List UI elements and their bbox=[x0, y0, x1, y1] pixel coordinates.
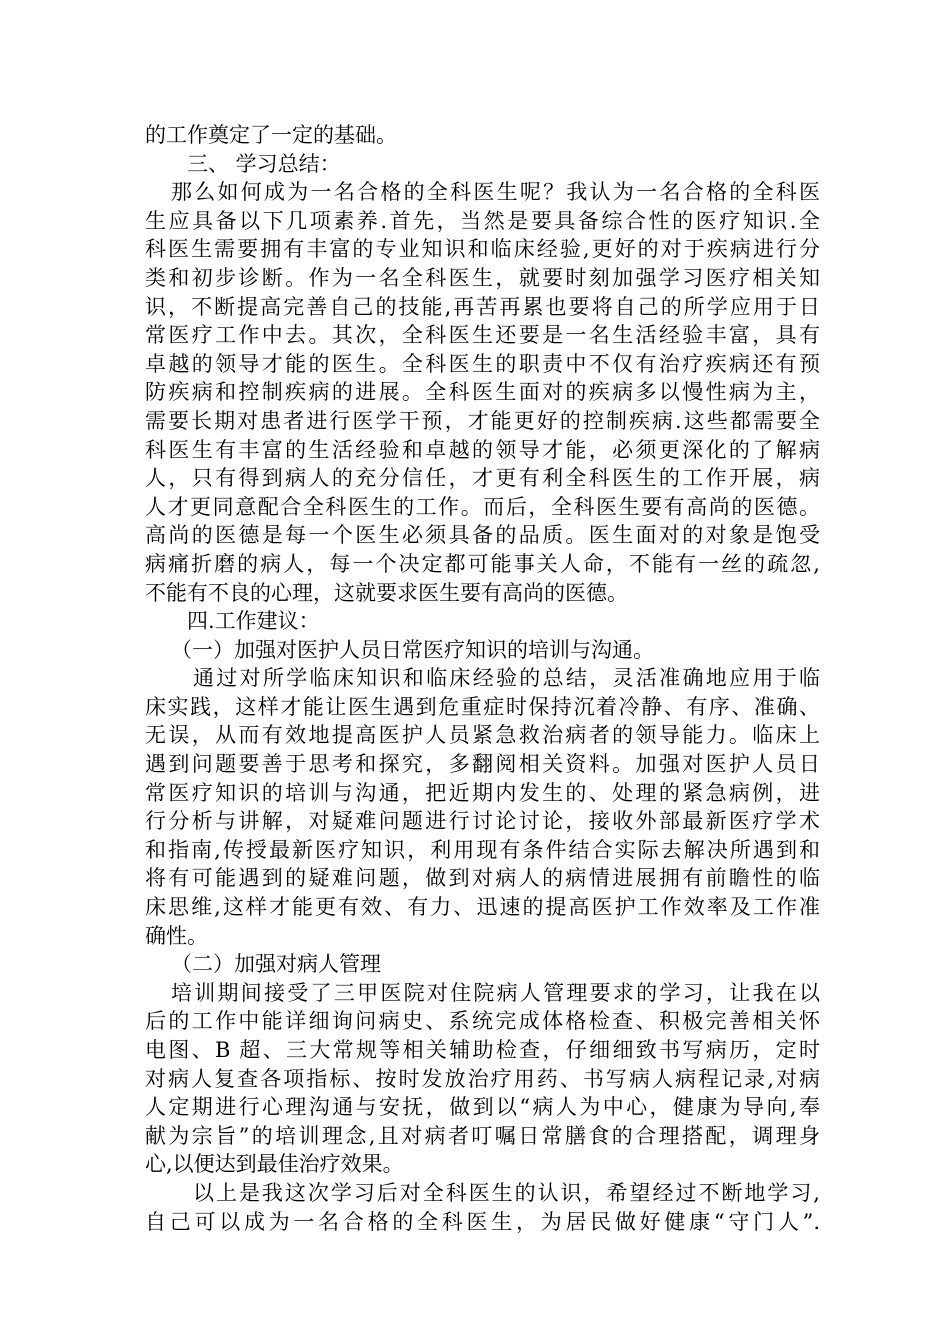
text-line: 防疾病和控制疾病的进展。全科医生面对的疾病多以慢性病为主， bbox=[145, 380, 820, 405]
text-line: 人才更同意配合全科医生的工作。而后，全科医生要有高尚的医德。 bbox=[145, 494, 820, 519]
text-line: 自己可以成为一名合格的全科医生，为居民做好健康“守门人”. bbox=[145, 1209, 820, 1234]
text-line: 类和初步诊断。作为一名全科医生，就要时刻加强学习医疗相关知 bbox=[145, 265, 820, 290]
text-line: 对病人复查各项指标、按时发放治疗用药、书写病人病程记录,对病 bbox=[145, 1066, 820, 1091]
text-line: 和指南,传授最新医疗知识，利用现有条件结合实际去解决所遇到和 bbox=[145, 837, 820, 862]
text-line: 那么如何成为一名合格的全科医生呢？我认为一名合格的全科医 bbox=[171, 180, 820, 205]
text-line: 以上是我这次学习后对全科医生的认识，希望经过不断地学习, bbox=[193, 1180, 820, 1205]
subsection-heading: （一）加强对医护人员日常医疗知识的培训与沟通。 bbox=[171, 637, 654, 662]
text-line: 卓越的领导才能的医生。全科医生的职责中不仅有治疗疾病还有预 bbox=[145, 351, 820, 376]
text-line: 献为宗旨”的培训理念,且对病者叮嘱日常膳食的合理搭配，调理身 bbox=[145, 1123, 820, 1148]
text-line: 行分析与讲解，对疑难问题进行讨论讨论，接收外部最新医疗学术 bbox=[145, 809, 820, 834]
text-line: 不能有不良的心理，这就要求医生要有高尚的医德。 bbox=[145, 580, 628, 605]
text-line: 生应具备以下几项素养.首先，当然是要具备综合性的医疗知识.全 bbox=[145, 208, 820, 233]
text-line: 常医疗工作中去。其次，全科医生还要是一名生活经验丰富，具有 bbox=[145, 323, 820, 348]
document-body bbox=[145, 121, 820, 1236]
text-line: 常医疗知识的培训与沟通，把近期内发生的、处理的紧急病例，进 bbox=[145, 780, 820, 805]
text-line: 后的工作中能详细询问病史、系统完成体格检查、积极完善相关怀 bbox=[145, 1009, 820, 1034]
text-line: 科医生有丰富的生活经验和卓越的领导才能，必须更深化的了解病 bbox=[145, 437, 820, 462]
section-heading: 三、 学习总结： bbox=[187, 151, 341, 176]
section-heading: 四.工作建议： bbox=[187, 609, 320, 634]
text-line: 的工作奠定了一定的基础。 bbox=[145, 123, 397, 147]
text-line: 通过对所学临床知识和临床经验的总结，灵活准确地应用于临 bbox=[193, 666, 820, 691]
text-line: 无误，从而有效地提高医护人员紧急救治病者的领导能力。临床上 bbox=[145, 723, 820, 748]
text-line: 电图、B 超、三大常规等相关辅助检查，仔细细致书写病历，定时 bbox=[145, 1038, 820, 1062]
text-line: 培训期间接受了三甲医院对住院病人管理要求的学习，让我在以 bbox=[171, 980, 820, 1005]
text-line: 心,以便达到最佳治疗效果。 bbox=[145, 1152, 404, 1177]
text-line: 科医生需要拥有丰富的专业知识和临床经验,更好的对于疾病进行分 bbox=[145, 237, 820, 262]
text-line: 床思维,这样才能更有效、有力、迅速的提高医护工作效率及工作准 bbox=[145, 895, 820, 920]
text-line: 人，只有得到病人的充分信任，才更有利全科医生的工作开展，病 bbox=[145, 466, 820, 491]
text-line: 需要长期对患者进行医学干预，才能更好的控制疾病.这些都需要全 bbox=[145, 408, 820, 433]
text-line: 识，不断提高完善自己的技能,再苦再累也要将自己的所学应用于日 bbox=[145, 294, 820, 319]
text-line: 病痛折磨的病人，每一个决定都可能事关人命，不能有一丝的疏忽, bbox=[145, 551, 820, 576]
text-line: 高尚的医德是每一个医生必须具备的品质。医生面对的对象是饱受 bbox=[145, 523, 820, 548]
text-line: 遇到问题要善于思考和探究，多翻阅相关资料。加强对医护人员日 bbox=[145, 752, 820, 777]
text-line: 将有可能遇到的疑难问题，做到对病人的病情进展拥有前瞻性的临 bbox=[145, 866, 820, 891]
text-line: 确性。 bbox=[145, 923, 208, 948]
text-line: 床实践，这样才能让医生遇到危重症时保持沉着冷静、有序、准确、 bbox=[145, 694, 820, 719]
text-line: 人定期进行心理沟通与安抚，做到以“病人为中心，健康为导向,奉 bbox=[145, 1095, 820, 1120]
subsection-heading: （二）加强对病人管理 bbox=[171, 952, 381, 977]
